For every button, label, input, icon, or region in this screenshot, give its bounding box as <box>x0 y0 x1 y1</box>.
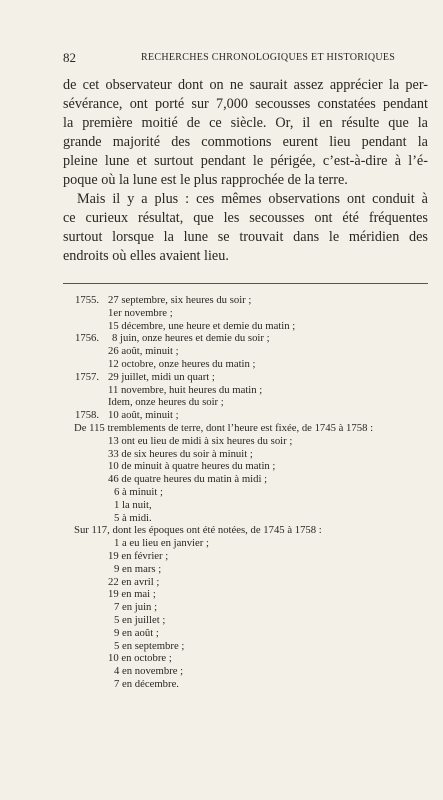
body-word: majorité <box>112 134 161 150</box>
body-word: à <box>394 153 402 169</box>
body-word: dans <box>293 229 320 245</box>
body-word: lieu <box>329 134 351 150</box>
body-word: surtout <box>63 229 103 245</box>
body-word: mêmes <box>221 191 262 207</box>
body-word: résulte <box>341 115 380 131</box>
body-word: a <box>141 191 148 207</box>
body-word: le <box>252 153 264 169</box>
body-line <box>63 152 428 171</box>
body-word: les <box>223 210 240 226</box>
note-year: 1755. <box>75 294 100 306</box>
body-line <box>63 247 428 266</box>
body-line <box>63 133 428 152</box>
body-word: pleine <box>63 153 98 169</box>
body-line-text: poque où la lune est le plus rapprochée de la terre. <box>63 172 348 188</box>
note-line: Idem, onze heures du soir ; <box>108 396 224 409</box>
note-line: 1 la nuit, <box>114 498 152 511</box>
body-word: observations <box>268 191 341 207</box>
body-word: secousses <box>249 210 305 226</box>
body-word: eurent <box>282 134 319 150</box>
note-line: 1er novembre ; <box>108 306 173 319</box>
body-word: siècle. <box>230 115 267 131</box>
body-line <box>63 95 428 114</box>
body-word: per- <box>405 77 428 93</box>
note-line: 33 de six heures du soir à minuit ; <box>108 447 253 460</box>
note-line: 7 en décembre. <box>114 678 179 690</box>
note-line: 5 en juillet ; <box>114 614 166 626</box>
note-line: 10 en octobre ; <box>108 652 172 665</box>
body-word: apprécier <box>329 77 383 93</box>
note-year: 1758. <box>75 409 100 422</box>
body-paragraphs <box>63 76 428 266</box>
body-word: curieux <box>85 210 129 226</box>
body-word: ce <box>63 210 76 226</box>
note-line: 12 octobre, onze heures du matin ; <box>108 358 256 370</box>
note-line: 4 en novembre ; <box>114 665 184 678</box>
body-word: conduit <box>372 191 415 207</box>
body-word: sur <box>191 96 209 112</box>
note-line: 10 août, minuit ; <box>108 409 179 422</box>
running-head: RECHERCHES CHRONOLOGIQUES ET HISTORIQUES <box>141 52 396 63</box>
note-line: 5 en septembre ; <box>114 639 185 652</box>
body-word: périgée, <box>270 153 316 169</box>
note-line: 27 septembre, six heures du soir ; <box>108 294 252 306</box>
body-word: de <box>186 115 201 131</box>
body-word: observateur <box>105 77 172 93</box>
body-line-text: endroits où elles avaient lieu. <box>63 248 229 264</box>
body-word: ont <box>314 210 333 226</box>
body-word: constatées <box>317 96 376 112</box>
note-line: 9 en mars ; <box>114 562 162 575</box>
body-word: pendant <box>383 96 428 112</box>
body-word: cet <box>82 77 100 93</box>
page-number: 82 <box>63 50 76 65</box>
body-word: plus <box>154 191 179 207</box>
body-word: ont <box>129 96 148 112</box>
note-line: 10 de minuit à quatre heures du matin ; <box>108 460 276 473</box>
body-word: il <box>302 115 311 131</box>
body-word: il <box>112 191 121 207</box>
note-line: Sur 117, dont les époques ont été notées, de 1745 à 1758 : <box>74 524 322 537</box>
body-word: lune <box>183 229 209 245</box>
body-word: le <box>328 229 340 245</box>
body-word: 7,000 <box>215 96 248 112</box>
body-word: que <box>193 210 214 226</box>
note-line: 46 de quatre heures du matin à midi ; <box>108 473 268 486</box>
body-word: en <box>319 115 333 131</box>
body-word: on <box>209 77 224 93</box>
body-line <box>63 209 428 228</box>
separator-rule <box>63 283 428 284</box>
note-line: 8 juin, onze heures et demie du soir ; <box>112 332 270 345</box>
note-line: 7 en juin ; <box>114 601 158 614</box>
body-word: des <box>171 134 191 150</box>
body-word: des <box>409 229 428 245</box>
note-line: 9 en août ; <box>114 626 159 639</box>
note-year: 1756. <box>75 332 100 345</box>
body-word: commotions <box>201 134 272 150</box>
body-word: Or, <box>275 115 294 131</box>
note-line: 11 novembre, huit heures du matin ; <box>108 383 263 396</box>
note-line: 13 ont eu lieu de midi à six heures du soir ; <box>108 434 293 447</box>
body-line <box>63 171 428 190</box>
note-line: 5 à midi. <box>114 511 152 524</box>
body-word: que <box>388 115 409 131</box>
body-word: moitié <box>141 115 178 131</box>
body-word: saurait <box>249 77 288 93</box>
body-word: secousses <box>255 96 311 112</box>
note-line: 1 a eu lieu en janvier ; <box>114 537 209 550</box>
body-word: dont <box>177 77 204 93</box>
body-word: et <box>136 153 147 169</box>
note-line: 19 en février ; <box>108 550 169 562</box>
body-line <box>63 76 428 95</box>
body-word: ces <box>196 191 215 207</box>
body-word: résultat, <box>137 210 184 226</box>
note-line: 29 juillet, midi un quart ; <box>108 370 215 383</box>
note-line: 19 en mai ; <box>108 588 156 601</box>
body-word: la <box>417 115 428 131</box>
body-word: ce <box>209 115 222 131</box>
body-word: c’est-à-dire <box>322 153 388 169</box>
note-line: De 115 tremblements de terre, dont l’heure est fixée, de 1745 à 1758 : <box>74 422 374 434</box>
body-line <box>63 190 428 209</box>
body-line <box>63 114 428 133</box>
body-word: sévérance, <box>63 96 123 112</box>
body-word: assez <box>293 77 324 93</box>
body-word: méridien <box>348 229 400 245</box>
body-word: la <box>388 77 400 93</box>
note-line: 6 à minuit ; <box>114 486 163 498</box>
body-word: ne <box>229 77 244 93</box>
body-word: la <box>63 115 74 131</box>
body-word: Mais <box>77 191 106 207</box>
body-word: la <box>417 134 428 150</box>
body-word: la <box>163 229 174 245</box>
body-word: y <box>127 191 135 207</box>
body-word: lune <box>104 153 130 169</box>
note-line: 22 en avril ; <box>108 575 160 588</box>
note-year: 1757. <box>75 370 100 383</box>
note-line: 26 août, minuit ; <box>108 345 179 358</box>
body-word: fréquentes <box>368 210 428 226</box>
body-word: grande <box>63 134 102 150</box>
body-word: l’é- <box>408 153 428 169</box>
body-word: trouvait <box>239 229 284 245</box>
body-word: ont <box>347 191 366 207</box>
body-line <box>63 228 428 247</box>
body-word: à <box>421 191 428 207</box>
body-word: été <box>342 210 359 226</box>
page-header <box>63 50 428 64</box>
body-word: pendant <box>200 153 246 169</box>
body-word: surtout <box>154 153 194 169</box>
note-line: 15 décembre, une heure et demie du matin ; <box>108 319 296 332</box>
body-word: porté <box>155 96 185 112</box>
body-word: se <box>217 229 230 245</box>
body-word: lorsque <box>112 229 154 245</box>
body-word: de <box>63 77 77 93</box>
body-word: première <box>82 115 133 131</box>
body-word: : <box>185 191 190 207</box>
body-word: pendant <box>361 134 407 150</box>
